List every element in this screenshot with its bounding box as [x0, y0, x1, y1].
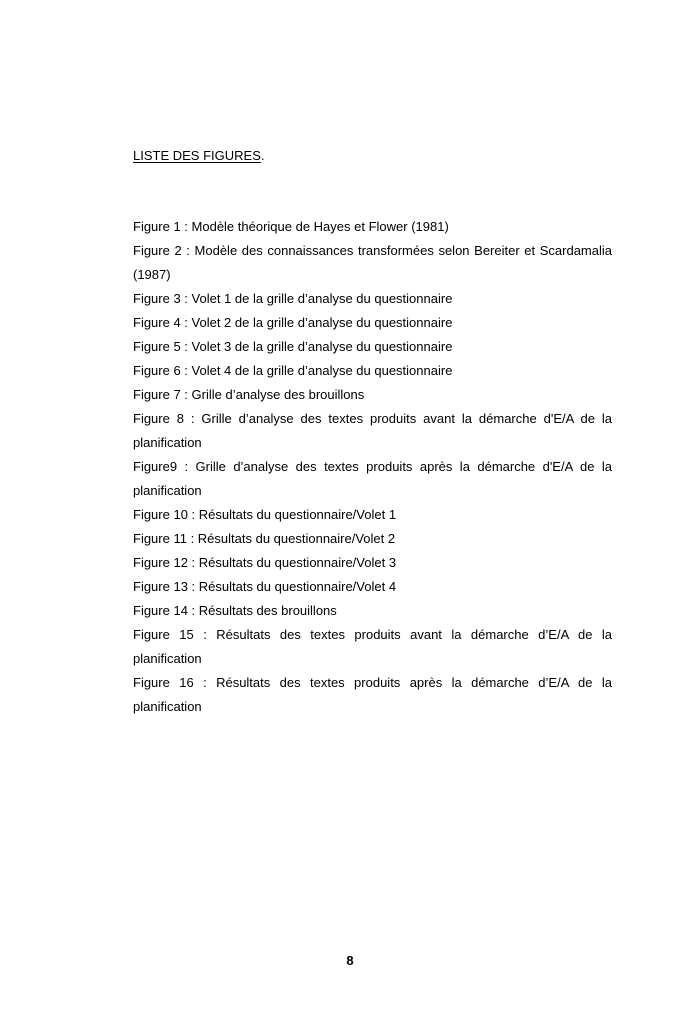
- figure-entry-5: Figure 5 : Volet 3 de la grille d’analyse du questionnaire: [133, 339, 453, 354]
- figure-entry-6: Figure 6 : Volet 4 de la grille d’analyse du questionnaire: [133, 363, 453, 378]
- figure-entry-8: Figure 8 : Grille d’analyse des textes produits avant la démarche d'E/A de la planification: [133, 411, 612, 450]
- figure-entry-3: Figure 3 : Volet 1 de la grille d’analyse du questionnaire: [133, 291, 453, 306]
- title-text: LISTE DES FIGURES: [133, 148, 261, 163]
- figure-entry-10: Figure 10 : Résultats du questionnaire/Volet 1: [133, 507, 397, 522]
- figure-entry-15: Figure 15 : Résultats des textes produits avant la démarche d’E/A de la planification: [133, 627, 612, 666]
- figure-entry-9: Figure9 : Grille d’analyse des textes produits après la démarche d'E/A de la planification: [133, 459, 612, 498]
- figure-entry-1: Figure 1 : Modèle théorique de Hayes et Flower (1981): [133, 219, 449, 234]
- figure-list: [133, 215, 612, 719]
- figure-entry-13: Figure 13 : Résultats du questionnaire/Volet 4: [133, 579, 397, 594]
- figure-entry-11: Figure 11 : Résultats du questionnaire/Volet 2: [133, 531, 396, 546]
- figure-entry-16: Figure 16 : Résultats des textes produits après la démarche d’E/A de la planification: [133, 675, 612, 714]
- title-punctuation: .: [260, 148, 265, 163]
- figure-entry-4: Figure 4 : Volet 2 de la grille d’analyse du questionnaire: [133, 315, 453, 330]
- figure-entry-12: Figure 12 : Résultats du questionnaire/Volet 3: [133, 555, 397, 570]
- figure-entry-14: Figure 14 : Résultats des brouillons: [133, 603, 337, 618]
- page-title: [133, 147, 265, 165]
- figure-entry-7: Figure 7 : Grille d’analyse des brouillons: [133, 387, 365, 402]
- figure-entry-2: Figure 2 : Modèle des connaissances transformées selon Bereiter et Scardamalia (1987): [133, 243, 612, 282]
- page-number: 8: [346, 953, 354, 968]
